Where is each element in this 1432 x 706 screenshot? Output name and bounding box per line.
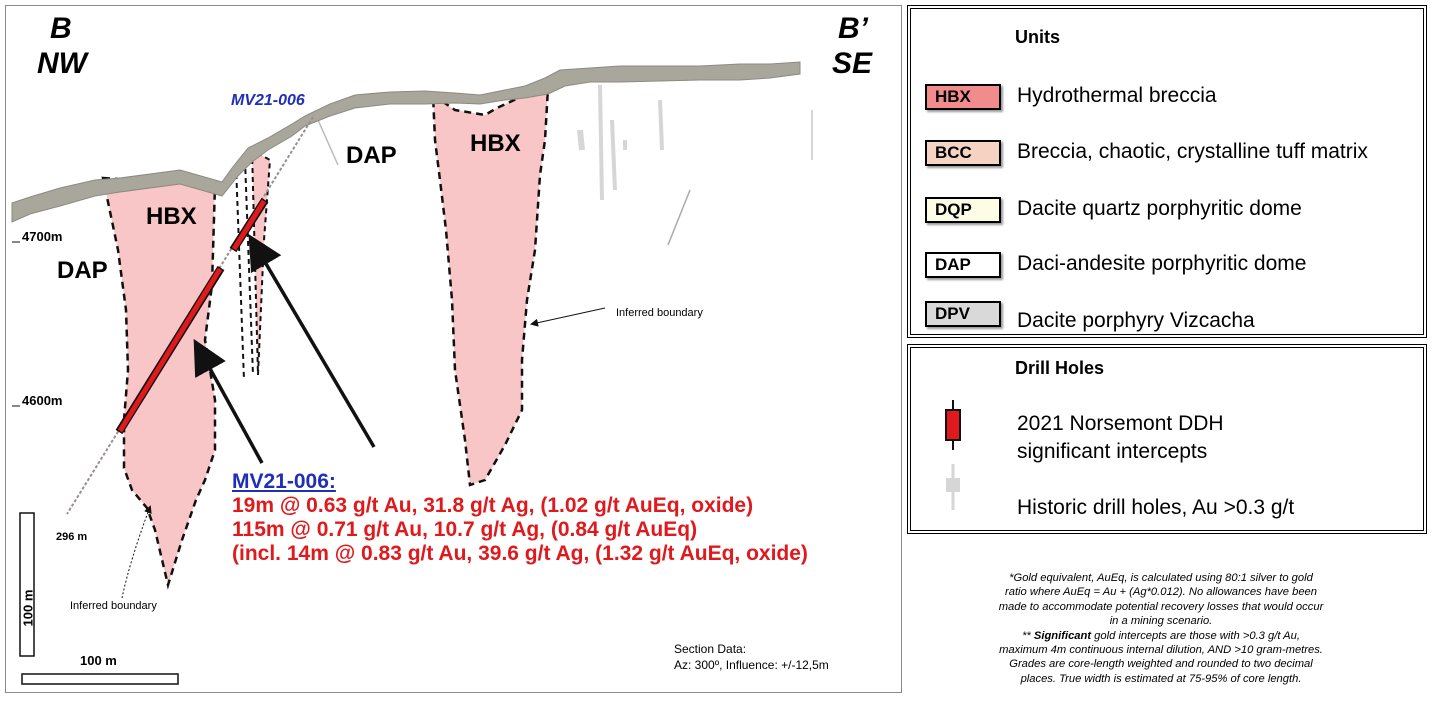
unit-label-hbx-right: HBX [470,130,521,157]
horizontal-scale-label: 100 m [80,653,117,668]
units-legend [907,5,1427,338]
hbx-left-body [103,178,215,585]
legend-item-bcc [925,138,1001,168]
legend-item-hbx [925,82,1001,112]
dqp-swatch: DQP [925,197,1001,223]
elevation-label-4700: 4700m [22,229,63,244]
intercept-hole-id: MV21-006: [232,470,336,493]
units-legend-title: Units [1015,27,1060,47]
section-end-label: B’ [838,12,868,45]
section-start-direction: NW [37,47,87,80]
footnote-prefix: ** [1022,629,1034,642]
footnote-line: made to accommodate potential recovery losses that would occur [998,600,1324,613]
dap-swatch: DAP [925,252,1001,278]
intercept-results [232,470,808,566]
horizontal-scale-bar [22,674,178,684]
legend-label-dqp: Dacite quartz porphyritic dome [1017,197,1302,220]
red-drill-hole-icon [941,398,965,453]
legend-label-dap: Daci-andesite porphyritic dome [1017,252,1307,275]
grey-drill-hole-icon [941,462,965,512]
footnote-line: maximum 4m continuous internal dilution, AND >10 gram-metres. [999,644,1323,657]
intercept-line: (incl. 14m @ 0.83 g/t Au, 39.6 g/t Ag, (1.32 g/t AuEq, oxide) [232,542,808,565]
callout-arrow-upper [252,240,374,447]
legend-label-norsemont-line2: significant intercepts [1017,440,1208,463]
section-data-details: Az: 300º, Influence: +/-12,5m [674,658,829,672]
footnote-line: Grades are core-length weighted and rounded to two decimal [1009,658,1313,671]
footnote-line: in a mining scenario. [1109,615,1213,628]
vertical-scale-bar [20,513,34,656]
unit-label-dap-center: DAP [346,142,397,169]
legend-label-norsemont-line1: 2021 Norsemont DDH [1017,412,1224,435]
footnote-emphasis: Significant [1033,629,1092,642]
hole-depth-label: 296 m [56,531,88,543]
unit-label-dap-left: DAP [57,257,108,284]
legend-label-bcc: Breccia, chaotic, crystalline tuff matrix [1017,140,1368,163]
drill-holes-legend [907,344,1427,534]
section-end-direction: SE [832,47,873,80]
section-data-title: Section Data: [674,642,747,656]
footnote-text: gold intercepts are those with >0.3 g/t Au, [1091,629,1300,642]
legend-item-dqp [925,195,1001,225]
legend-item-dpv [925,299,1001,329]
inferred-boundary-arrow-left [122,507,150,598]
drill-holes-legend-title: Drill Holes [1015,358,1105,378]
unit-label-hbx-left: HBX [146,203,197,230]
section-start-label: B [50,12,72,45]
vertical-scale-label: 100 m [20,589,36,627]
footnote [940,571,1382,686]
bcc-swatch: BCC [925,140,1001,166]
legend-item-dap [925,250,1001,280]
dpv-swatch: DPV [925,301,1001,327]
intercept-line: 19m @ 0.63 g/t Au, 31.8 g/t Ag, (1.02 g/t AuEq, oxide) [232,494,754,517]
inferred-boundary-label-left: Inferred boundary [70,600,157,612]
elevation-label-4600: 4600m [22,393,63,408]
legend-label-hbx: Hydrothermal breccia [1017,84,1217,107]
footnote-line: places. True width is estimated at 75-95% of core length. [1020,672,1302,685]
footnote-line: *Gold equivalent, AuEq, is calculated using 80:1 silver to gold [1009,572,1313,584]
legend-label-dpv: Dacite porphyry Vizcacha [1017,309,1255,332]
intercept-line: 115m @ 0.71 g/t Au, 10.7 g/t Ag, (0.84 g/t AuEq) [232,518,698,541]
inferred-boundary-label-right: Inferred boundary [616,307,703,319]
drill-hole-label: MV21-006 [231,92,305,109]
footnote-line: ratio where AuEq = Au + (Ag*0.012). No allowances have been [1005,586,1317,599]
legend-label-historic: Historic drill holes, Au >0.3 g/t [1017,496,1295,519]
hbx-swatch: HBX [925,84,1001,110]
inferred-boundary-arrow-right [532,308,605,324]
footnote-line [940,629,1382,643]
